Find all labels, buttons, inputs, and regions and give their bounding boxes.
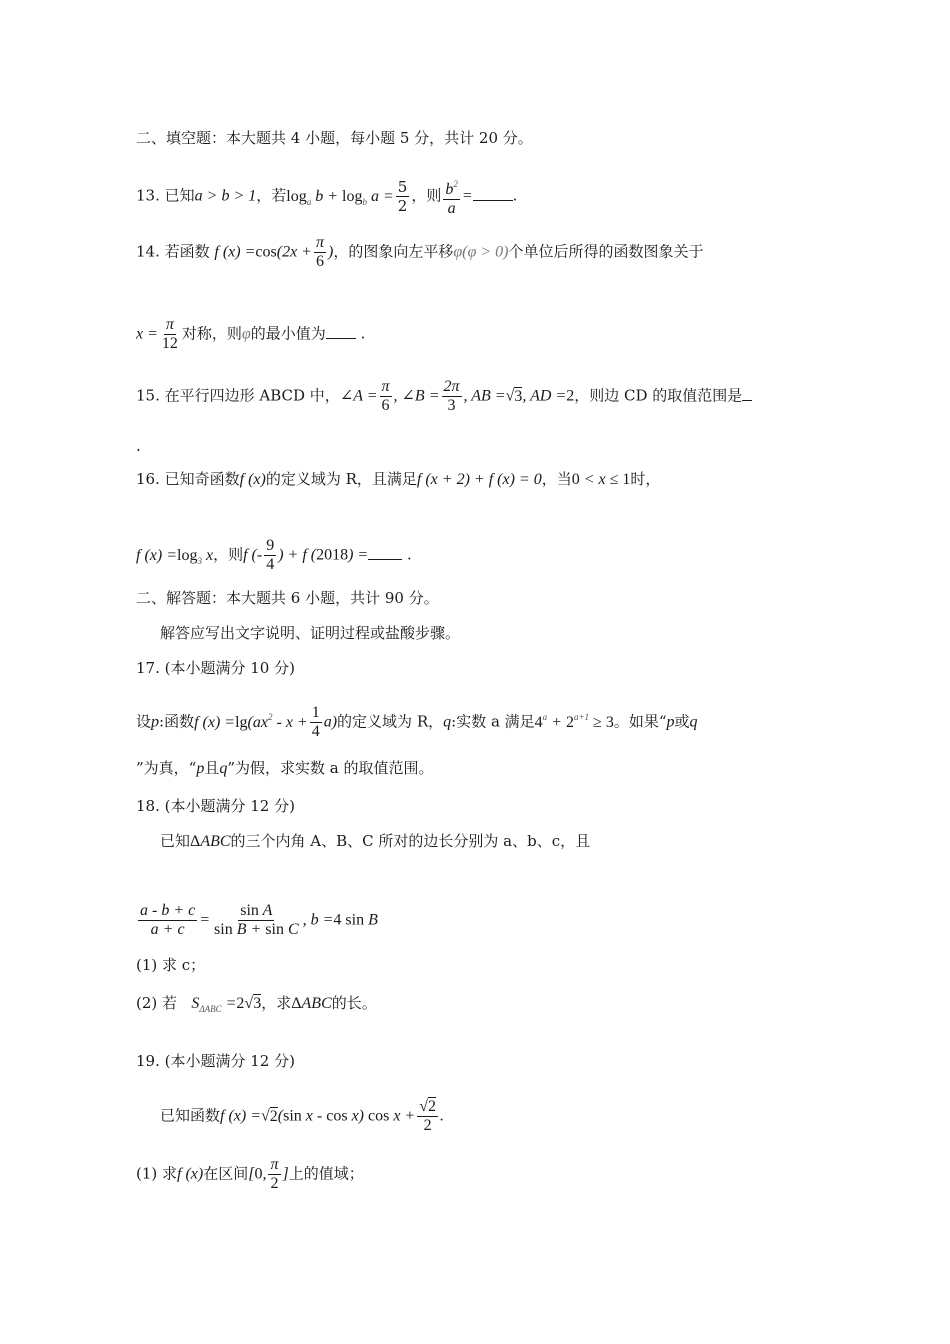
q13-label: 13. xyxy=(136,186,160,205)
q17-text-8: 且 xyxy=(204,759,220,777)
q16-answer-blank xyxy=(368,547,402,560)
q16-text-4: 时， xyxy=(630,470,661,488)
question-19: 已知函数f (x) =√2(sin x - cos x) cos x + $\frac{√2}{2}$ . xyxy=(160,1098,445,1134)
q16-period: . xyxy=(407,545,412,564)
q15-sides: , AB =√3, AD =2 xyxy=(463,387,575,405)
q17-text-7: ”为真，“ xyxy=(136,759,197,777)
q15-answer-blank xyxy=(742,388,752,401)
q17-title: 17. (本小题满分 10 分) xyxy=(136,659,295,677)
q14-text-4: 对称，则 xyxy=(181,324,242,343)
q19-text-4: 上的值域； xyxy=(288,1164,364,1183)
q17-text-6: 或 xyxy=(674,712,690,731)
q17-function: f $(x) =\lg(ax^2 - x$ + xyxy=(194,711,308,731)
question-14: 14. 若函数 f (x) =cos(2x + $\frac{\pi}{6}$ )，的图象向左平移φ(φ > 0)个单位后所得的函数图象关于 xyxy=(136,234,704,270)
q18-fraction-left: $\frac{a - b + c}{a + c}$ xyxy=(140,902,196,938)
q17-text-5: 。如果“ xyxy=(613,712,667,731)
q16-text-5: ，则 xyxy=(213,545,244,564)
q14-text-5: 的最小值为 xyxy=(250,324,326,343)
q14-function: f (x) =cos(2x + xyxy=(214,243,312,261)
q18-area: $S_{\Delta ABC} =2√3$ xyxy=(191,995,262,1014)
solve-note: 解答应写出文字说明、证明过程或盐酸步骤。 xyxy=(160,624,461,642)
q14-text-1: 14. 若函数 xyxy=(136,242,210,261)
q13-fraction-5-2: $\frac{5}{2}$ xyxy=(397,178,408,215)
q13-equation: $\log_a b + \log_b a$ = xyxy=(286,187,394,207)
question-16: 16. 已知奇函数f (x)的定义域为 R，且满足f (x + 2) + f (x) = 0，当0 < x ≤ 1时， xyxy=(136,470,661,488)
q18-fraction-right: $\frac{\text{sin A}}{\text{sin B + sin C}}$ xyxy=(214,902,299,938)
q16-condition: f (x + 2) + f (x) = 0 xyxy=(416,471,542,488)
q18-text-3: (2) 若 xyxy=(136,994,178,1012)
q16-text-3: ，当 xyxy=(541,470,572,488)
q18-triangle: ΔABC xyxy=(190,833,231,850)
q18-text-4: ，求 xyxy=(261,994,292,1012)
q16-text-2: 的定义域为 R，且满足 xyxy=(265,470,417,488)
q15-angle-a: ∠A = xyxy=(339,387,378,405)
question-16-line-2: f $(x) =\log_3$ x，则f (- $\frac{9}{4}$ ) + f (2018) = . xyxy=(136,537,412,573)
q19-sub-1: (1) 求f (x)在区间[0, $\frac{\pi}{2}$ ]上的值域； xyxy=(136,1156,364,1192)
question-18 xyxy=(160,831,590,852)
q17-text-2: 函数 xyxy=(164,712,195,731)
q17-text-9: ”为假，求实数 a 的取值范围。 xyxy=(227,759,434,777)
q13-fraction-b2-a: $\frac{b^2}{a}$ xyxy=(443,175,460,218)
q18-condition: $\frac{a - b + c}{a + c}$ = $\frac{\text{sin A}}{\text{sin B + sin C}}$ , b =4 sin B xyxy=(140,902,378,938)
q15-text-1: 15. 在平行四边形 ABCD 中， xyxy=(136,386,340,405)
q18-sub-1: (1) 求 c； xyxy=(136,956,206,974)
q14-phi: φ(φ > 0) xyxy=(453,243,509,261)
section-solve-heading: 二、解答题：本大题共 6 小题，共计 90 分。 xyxy=(136,589,439,607)
q18-text-2: 的三个内角 A、B、C 所对的边长分别为 a、b、c，且 xyxy=(230,832,591,850)
q14-axis: x = xyxy=(136,325,158,343)
q17-text-1: 设 xyxy=(136,712,152,731)
q18-text-5: 的长。 xyxy=(331,994,377,1012)
q19-title: 19. (本小题满分 12 分) xyxy=(136,1052,295,1070)
question-17: 设p:函数f $(x) =\lg(ax^2 - x$ + $\frac{1}{4}$ a)的定义域为 R，q:实数 a 满足$4^a + 2^{a+1} \ge 3$。如果“p或q xyxy=(136,704,698,740)
q13-answer-blank xyxy=(473,188,513,201)
q17-text-3: 的定义域为 R， xyxy=(337,712,444,731)
question-17-line-2: ”为真，“p且q”为假，求实数 a 的取值范围。 xyxy=(136,759,434,777)
q15-text-2: ，则边 CD 的取值范围是 xyxy=(574,386,743,405)
q13-period: . xyxy=(512,186,518,205)
q15-dot: . xyxy=(136,437,141,455)
q17-text-4: 实数 a 满足 xyxy=(456,712,535,731)
q13-text-1: 已知 xyxy=(164,186,195,205)
q18-sub-2: (2) 若 $S_{\Delta ABC} =2√3$，求ΔABC的长。 xyxy=(136,994,377,1014)
q19-function: f (x) =√2(sin x - cos x) cos x + xyxy=(220,1107,416,1125)
section-fill-heading: 二、填空题：本大题共 4 小题，每小题 5 分，共计 20 分。 xyxy=(136,129,533,147)
q14-text-3: 个单位后所得的函数图象关于 xyxy=(508,242,704,261)
q13-text-2: ，若 xyxy=(256,186,287,205)
q16-definition: f $(x) =\log_3$ x xyxy=(136,546,214,566)
q14-fraction-pi-12: $\frac{\pi}{12}$ xyxy=(161,316,178,352)
q14-text-2: ，的图象向左平移 xyxy=(333,242,454,261)
q18-text-1: 已知 xyxy=(160,832,191,850)
question-13: 13. 已知a > b > 1，若$\log_a b + \log_b a$ = $\frac{5}{2}$ ，则 $\frac{b^2}{a}$ = . xyxy=(136,175,517,218)
question-14-line-2: x = $\frac{\pi}{12}$ 对称，则φ的最小值为 . xyxy=(136,316,366,352)
question-15: 15. 在平行四边形 ABCD 中，∠A = $\frac{\pi}{6}$ , ∠B = $\frac{2\pi}{3}$ , AB =√3, AD =2，则边 CD 的取值范围是 xyxy=(136,378,752,415)
q19-text-1: 已知函数 xyxy=(160,1106,221,1125)
q14-period: . xyxy=(360,324,366,343)
q19-text-2: (1) 求 xyxy=(136,1164,178,1183)
q16-expression: f (- xyxy=(243,546,263,564)
q15-angle-b: , ∠B = xyxy=(393,387,440,405)
q13-condition: a > b > 1 xyxy=(194,187,257,205)
q16-range: 0 < x ≤ 1 xyxy=(571,471,631,488)
q13-text-3: ，则 xyxy=(411,186,442,205)
q14-answer-blank xyxy=(326,326,356,339)
q16-text-1: 16. 已知奇函数 xyxy=(136,470,240,488)
q18-title: 18. (本小题满分 12 分) xyxy=(136,797,295,815)
q14-fraction-pi-6: $\frac{\pi}{6}$ xyxy=(315,234,324,270)
q17-inequality: $4^a + 2^{a+1} \ge 3$ xyxy=(534,711,614,731)
q19-text-3: 在区间 xyxy=(203,1164,249,1183)
